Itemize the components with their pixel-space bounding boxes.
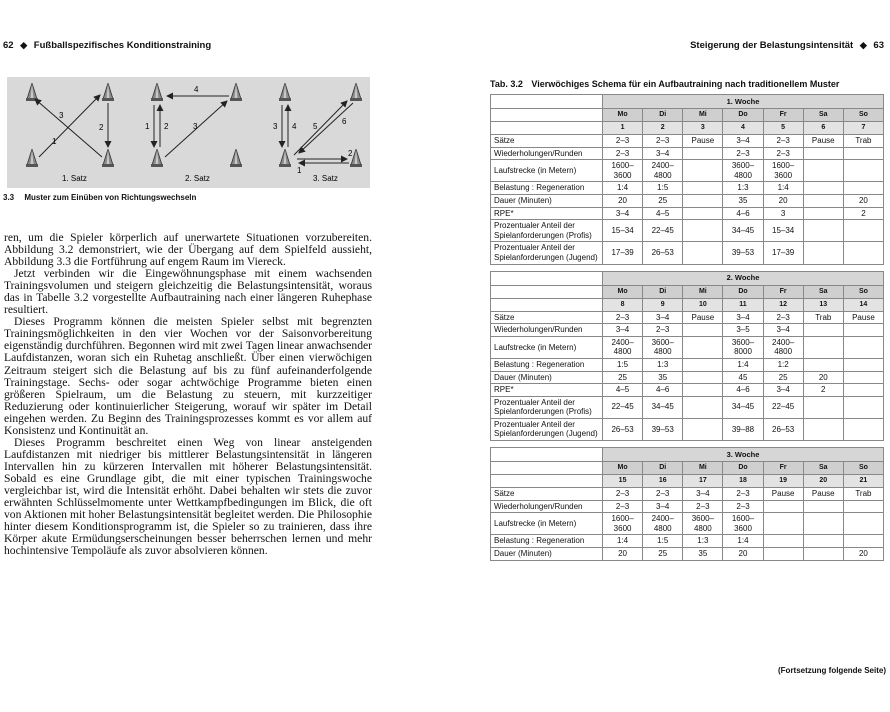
cone-icon (230, 83, 242, 101)
table-cell (843, 535, 883, 548)
table-cell: Pause (843, 311, 883, 324)
table-cell: 20 (723, 548, 763, 561)
cone-icon (279, 149, 291, 167)
table-cell (763, 500, 803, 513)
table-row (491, 242, 884, 264)
path-number: 5 (313, 122, 318, 131)
day-header: Mo (603, 109, 643, 122)
table-cell: 15–34 (763, 220, 803, 242)
table-cell: 2–3 (763, 135, 803, 148)
table-row (491, 207, 884, 220)
table-row (491, 220, 884, 242)
table-cell (683, 207, 723, 220)
table-cell: 20 (843, 194, 883, 207)
table-row (491, 488, 884, 501)
day-number: 21 (843, 475, 883, 488)
table-cell: 4–6 (643, 384, 683, 397)
table-row (491, 396, 884, 418)
row-label: Wiederholungen/Runden (491, 500, 603, 513)
table-cell: 2–3 (603, 488, 643, 501)
row-label: Wiederholungen/Runden (491, 324, 603, 337)
table-cell: 1:3 (643, 358, 683, 371)
row-label: Belastung : Regeneration (491, 358, 603, 371)
table-cell: 45 (723, 371, 763, 384)
day-number: 12 (763, 298, 803, 311)
table-cell: 1:5 (603, 358, 643, 371)
day-header: Mi (683, 109, 723, 122)
table-cell: Trab (843, 135, 883, 148)
table-cell (843, 324, 883, 337)
table-cell: 1600– 3600 (603, 160, 643, 182)
table-cell (803, 324, 843, 337)
table-cell: 35 (643, 371, 683, 384)
day-header: Di (643, 285, 683, 298)
table-cell: 2400– 4800 (643, 513, 683, 535)
table-row (491, 336, 884, 358)
table-cell: 2–3 (763, 147, 803, 160)
table-cell: 2–3 (683, 500, 723, 513)
table-cell (843, 242, 883, 264)
table-cell: 1:4 (723, 358, 763, 371)
table-cell (803, 147, 843, 160)
week-title: 2. Woche (603, 271, 884, 285)
paragraph: Jetzt verbinden wir die Eingewöhnungsphase mit einem wachsenden Trainingsvolumen und steigern gleichzeitig die Belastungsintensität, woraus das in Tabelle 3.2 vorgestellte Aufbautraining nach einer längeren Ruhephase resultiert. (4, 267, 372, 317)
panel-label: 3. Satz (313, 174, 338, 183)
table-row (491, 384, 884, 397)
table-row (491, 500, 884, 513)
table-cell: 3–4 (603, 324, 643, 337)
day-number: 10 (683, 298, 723, 311)
table-cell (803, 182, 843, 195)
day-number: 7 (843, 122, 883, 135)
table-cell: 3 (763, 207, 803, 220)
day-header: So (843, 462, 883, 475)
table-cell: 1:5 (643, 182, 683, 195)
table-cell: 3–5 (723, 324, 763, 337)
left-page-title: Fußballspezifisches Konditionstraining (33, 40, 212, 51)
table-cell: 20 (763, 194, 803, 207)
figure-drawing (7, 77, 370, 188)
table-cell: Trab (843, 488, 883, 501)
path-number: 3 (273, 122, 278, 131)
row-label: Prozentualer Anteil der Spielanforderungen (Jugend) (491, 242, 603, 264)
table-cell (683, 336, 723, 358)
paragraph: Dieses Programm beschreitet einen Weg von linear ansteigenden Laufdistanzen mit niedriger bis mittlerer Belastungsintensität in längeren Intervallen hin zu kürzeren Intervallen mit höherer Belastungsintensität. Sobald es eine Grundlage gibt, die mit einer typischen Trainingswoche vergleichbar ist, wird die Intensität erhöht. Dabei behalten wir stets die zuvor erwähnten Schlüsselmomente unter Wettkampfbedingungen im Blick, die oft von Aktionen mit hoher Belastungsintensität begleitet werden. Die Philosophie hinter diesem Konditionsprogramm ist, die Spieler so zu trainieren, dass ihre Körper akute Ermüdungserscheinungen besser beherrschen lernen und mehr hochintensive Tempoläufe als zuvor absolvieren können. (4, 435, 372, 558)
table-cell: 1:3 (683, 535, 723, 548)
day-header: So (843, 109, 883, 122)
table-cell (843, 371, 883, 384)
row-label: Sätze (491, 135, 603, 148)
table-cell (763, 548, 803, 561)
table-cell (803, 207, 843, 220)
table-cell (683, 358, 723, 371)
table-cell: 3–4 (723, 135, 763, 148)
table-row (491, 324, 884, 337)
table-cell (683, 242, 723, 264)
panel-1 (26, 83, 114, 183)
days-row (491, 462, 884, 475)
cone-icon (26, 149, 38, 167)
table-cell: 26–53 (643, 242, 683, 264)
table-cell: 2–3 (723, 147, 763, 160)
table-title (490, 79, 839, 89)
day-number: 13 (803, 298, 843, 311)
table-cell: 17–39 (763, 242, 803, 264)
table-cell: 4–5 (643, 207, 683, 220)
day-number: 14 (843, 298, 883, 311)
table-cell (683, 371, 723, 384)
day-header: Di (643, 109, 683, 122)
table-cell: 2–3 (603, 147, 643, 160)
figure-number: 3.3 (3, 193, 15, 202)
cone-icon (151, 149, 163, 167)
table-cell (843, 513, 883, 535)
table-cell: 34–45 (643, 396, 683, 418)
table-cell (843, 160, 883, 182)
table-cell: 3–4 (763, 384, 803, 397)
table-cell: 20 (843, 548, 883, 561)
row-label: Dauer (Minuten) (491, 371, 603, 384)
day-header: Sa (803, 109, 843, 122)
table-cell: 3600– 4800 (683, 513, 723, 535)
table-number: Tab. 3.2 (490, 79, 523, 89)
row-label: Sätze (491, 311, 603, 324)
panel-label: 1. Satz (62, 174, 87, 183)
day-header: Do (723, 285, 763, 298)
table-cell: 35 (683, 548, 723, 561)
right-page-number: 63 (873, 40, 884, 51)
table-cell (803, 358, 843, 371)
table-cell: 2–3 (723, 488, 763, 501)
day-number: 2 (643, 122, 683, 135)
table-cell: 1600– 3600 (603, 513, 643, 535)
table-cell: 3–4 (683, 488, 723, 501)
table-cell (843, 336, 883, 358)
left-page-header (3, 40, 211, 51)
right-page-title: Steigerung der Belastungsintensität (690, 40, 854, 51)
table-cell (683, 396, 723, 418)
day-number: 15 (603, 475, 643, 488)
row-label: Dauer (Minuten) (491, 194, 603, 207)
row-label: Prozentualer Anteil der Spielanforderungen (Profis) (491, 220, 603, 242)
panel-2 (145, 83, 242, 183)
table-cell: 25 (603, 371, 643, 384)
table-cell: 3–4 (643, 311, 683, 324)
table-cell: 39–53 (723, 242, 763, 264)
body-text (4, 232, 372, 557)
days-row (491, 109, 884, 122)
table-cell: 26–53 (603, 418, 643, 440)
day-number: 4 (723, 122, 763, 135)
table-cell: 20 (803, 371, 843, 384)
path-number: 2 (348, 149, 353, 158)
table-cell (683, 182, 723, 195)
table-cell (803, 194, 843, 207)
day-number: 16 (643, 475, 683, 488)
table-cell (803, 418, 843, 440)
table-row (491, 548, 884, 561)
table-cell: 1:4 (763, 182, 803, 195)
table-cell: 34–45 (723, 220, 763, 242)
table-cell: 22–45 (603, 396, 643, 418)
table-cell: 25 (643, 194, 683, 207)
table-row (491, 358, 884, 371)
table-cell: 2–3 (723, 500, 763, 513)
day-numbers-row (491, 298, 884, 311)
panel-label: 2. Satz (185, 174, 210, 183)
table-cell: 3–4 (723, 311, 763, 324)
table-cell: 2–3 (643, 135, 683, 148)
table-cell: 4–6 (723, 384, 763, 397)
cone-icon (279, 83, 291, 101)
day-header: Fr (763, 285, 803, 298)
table-row (491, 535, 884, 548)
cone-icon (102, 149, 114, 167)
table-cell: Pause (683, 311, 723, 324)
day-header: Mi (683, 462, 723, 475)
row-label: Prozentualer Anteil der Spielanforderungen (Profis) (491, 396, 603, 418)
table-row (491, 418, 884, 440)
row-label: Wiederholungen/Runden (491, 147, 603, 160)
row-label: Laufstrecke (in Metern) (491, 336, 603, 358)
day-number: 5 (763, 122, 803, 135)
table-cell (803, 220, 843, 242)
table-cell: 1:2 (763, 358, 803, 371)
day-header: Di (643, 462, 683, 475)
training-schedule-table (490, 94, 884, 561)
table-cell (843, 147, 883, 160)
table-cell: 34–45 (723, 396, 763, 418)
day-numbers-row (491, 475, 884, 488)
right-page-header (690, 40, 884, 51)
table-cell: 2400– 4800 (763, 336, 803, 358)
panel-3 (273, 83, 362, 183)
table-cell (843, 358, 883, 371)
table-cell (803, 242, 843, 264)
day-number: 9 (643, 298, 683, 311)
table-cell: 26–53 (763, 418, 803, 440)
table-cell: 2–3 (603, 311, 643, 324)
row-label: Dauer (Minuten) (491, 548, 603, 561)
table-cell (843, 500, 883, 513)
table-cell (683, 147, 723, 160)
week-title: 3. Woche (603, 448, 884, 462)
day-header: Sa (803, 285, 843, 298)
header-separator-icon: ◆ (20, 40, 28, 50)
path-number: 1 (145, 122, 150, 131)
table-cell: 1:4 (603, 182, 643, 195)
path-number: 2 (99, 123, 104, 132)
table-cell: 2–3 (603, 500, 643, 513)
cone-icon (151, 83, 163, 101)
table-cell (843, 396, 883, 418)
day-header: Do (723, 462, 763, 475)
continuation-note: (Fortsetzung folgende Seite) (778, 666, 886, 675)
week-header-row (491, 448, 884, 462)
table-cell: 2400– 4800 (603, 336, 643, 358)
table-cell (803, 396, 843, 418)
table-cell (843, 384, 883, 397)
table-row (491, 311, 884, 324)
table-cell (683, 194, 723, 207)
day-number: 11 (723, 298, 763, 311)
table-cell: 22–45 (643, 220, 683, 242)
row-label: Sätze (491, 488, 603, 501)
table-cell: 3–4 (603, 207, 643, 220)
table-cell: 15–34 (603, 220, 643, 242)
table-cell: 1:5 (643, 535, 683, 548)
figure-direction-changes (7, 77, 370, 188)
table-cell: 22–45 (763, 396, 803, 418)
table-cell (683, 324, 723, 337)
day-header: Fr (763, 109, 803, 122)
day-header: Mi (683, 285, 723, 298)
table-cell (803, 500, 843, 513)
cone-icon (350, 83, 362, 101)
days-row (491, 285, 884, 298)
figure-caption (3, 193, 196, 202)
table-cell: 3600– 4800 (723, 160, 763, 182)
day-number: 18 (723, 475, 763, 488)
table-cell (763, 535, 803, 548)
day-header: So (843, 285, 883, 298)
day-header: Sa (803, 462, 843, 475)
table-cell: 3–4 (763, 324, 803, 337)
table-cell: 3–4 (643, 500, 683, 513)
table-cell: 1:4 (603, 535, 643, 548)
table-cell: 17–39 (603, 242, 643, 264)
table-cell: 1:4 (723, 535, 763, 548)
row-label: Belastung : Regeneration (491, 182, 603, 195)
path-number: 3 (59, 111, 64, 120)
table-cell (683, 384, 723, 397)
row-label: RPE* (491, 384, 603, 397)
cone-icon (102, 83, 114, 101)
table-cell (803, 535, 843, 548)
day-numbers-row (491, 122, 884, 135)
table-cell: 1:3 (723, 182, 763, 195)
cone-icon (26, 83, 38, 101)
table-cell (763, 513, 803, 535)
day-number: 1 (603, 122, 643, 135)
table-cell: 2400– 4800 (643, 160, 683, 182)
table-cell: 3600– 8000 (723, 336, 763, 358)
table-cell: 20 (603, 548, 643, 561)
table-row (491, 135, 884, 148)
day-header: Fr (763, 462, 803, 475)
week-header-row (491, 95, 884, 109)
table-row (491, 371, 884, 384)
row-label: Laufstrecke (in Metern) (491, 160, 603, 182)
table-cell (683, 160, 723, 182)
table-cell: 25 (763, 371, 803, 384)
table-cell (683, 418, 723, 440)
path-number: 2 (164, 122, 169, 131)
paragraph: Dieses Programm können die meisten Spieler selbst mit begrenzten Trainingsmöglichkeiten in den vier Wochen vor der Saisonvorbereitung eigenständig durchführen. Begonnen wird mit zwei Tagen linear anwachsender Laufdistanzen, woran sich ein Ruhetag anschließt. Über einen vierwöchigen Zeitraum steigert sich die Belastung auf bis zu fünf aufeinanderfolgende Trainingstage. Sechs- oder sogar achtwöchige Programme bieten einen größeren Spielraum, um die Belastung zu steuern, mit kurzzeitiger Reduzierung oder kontinuierlicher Steigerung, worauf wir später im Detail eingehen werden. Zu Beginn des Trainingsprozesses kommt es vor allem auf Konsistenz und Kontinuität an. (4, 315, 372, 437)
table-cell: 35 (723, 194, 763, 207)
left-page-number: 62 (3, 40, 14, 51)
table-cell: 1600– 3600 (723, 513, 763, 535)
day-number: 17 (683, 475, 723, 488)
day-number: 3 (683, 122, 723, 135)
day-number: 6 (803, 122, 843, 135)
table-row (491, 513, 884, 535)
table-cell: 4–5 (603, 384, 643, 397)
path-number: 4 (194, 85, 199, 94)
table-cell: 4–6 (723, 207, 763, 220)
table-cell: 3–4 (643, 147, 683, 160)
table-cell (843, 220, 883, 242)
table-cell: 3600– 4800 (643, 336, 683, 358)
table-cell: 2–3 (643, 324, 683, 337)
path-number: 1 (52, 137, 57, 146)
day-number: 19 (763, 475, 803, 488)
week-title: 1. Woche (603, 95, 884, 109)
table-title-text: Vierwöchiges Schema für ein Aufbautraining nach traditionellem Muster (531, 79, 840, 89)
row-label: Laufstrecke (in Metern) (491, 513, 603, 535)
table-cell: 2–3 (603, 135, 643, 148)
week-separator (491, 264, 884, 271)
figure-caption-text: Muster zum Einüben von Richtungswechseln (24, 193, 197, 202)
table-cell: 39–53 (643, 418, 683, 440)
path-number: 6 (342, 117, 347, 126)
table-cell: 2 (843, 207, 883, 220)
table-cell (803, 336, 843, 358)
table-cell: 2–3 (763, 311, 803, 324)
table-cell: Trab (803, 311, 843, 324)
paragraph: ren, um die Spieler körperlich auf unerwartete Situationen vorzubereiten. Abbildung 3.2 demonstriert, wie der Übergang auf dem Spielfeld aussieht, Abbildung 3.3 die Fortführung auf engem Raum im Viereck. (4, 231, 372, 269)
table-cell (803, 160, 843, 182)
path-number: 3 (193, 122, 198, 131)
table-cell (683, 220, 723, 242)
week-header-row (491, 271, 884, 285)
row-label: RPE* (491, 207, 603, 220)
day-header: Do (723, 109, 763, 122)
table-cell (803, 548, 843, 561)
table-cell (803, 513, 843, 535)
table-cell: Pause (763, 488, 803, 501)
cone-icon (230, 149, 242, 167)
day-number: 20 (803, 475, 843, 488)
row-label: Prozentualer Anteil der Spielanforderungen (Jugend) (491, 418, 603, 440)
path-number: 4 (292, 122, 297, 131)
table-cell (843, 418, 883, 440)
day-header: Mo (603, 462, 643, 475)
table-cell: 1600– 3600 (763, 160, 803, 182)
row-label: Belastung : Regeneration (491, 535, 603, 548)
table-cell: Pause (803, 135, 843, 148)
path-number: 1 (297, 166, 302, 175)
table-row (491, 194, 884, 207)
header-separator-icon: ◆ (859, 40, 867, 50)
table-row (491, 160, 884, 182)
table-cell: 39–88 (723, 418, 763, 440)
table-cell: Pause (683, 135, 723, 148)
table-row (491, 147, 884, 160)
table-cell: Pause (803, 488, 843, 501)
table-cell (843, 182, 883, 195)
day-header: Mo (603, 285, 643, 298)
day-number: 8 (603, 298, 643, 311)
table-cell: 25 (643, 548, 683, 561)
table-cell: 2 (803, 384, 843, 397)
week-separator (491, 441, 884, 448)
table-cell: 20 (603, 194, 643, 207)
table-cell: 2–3 (643, 488, 683, 501)
table-row (491, 182, 884, 195)
